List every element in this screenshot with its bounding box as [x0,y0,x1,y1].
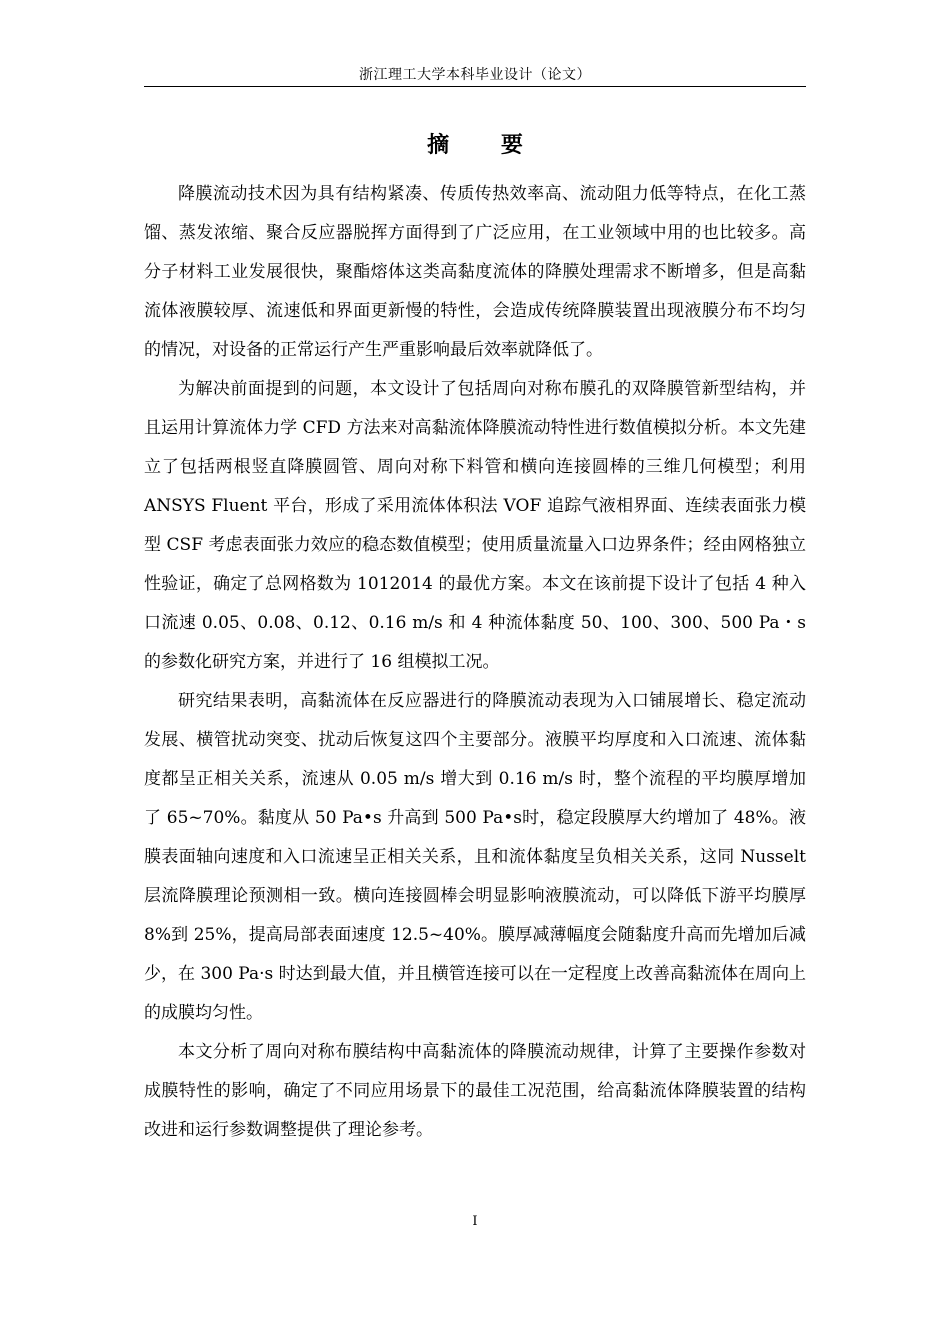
abstract-paragraph-2: 为解决前面提到的问题，本文设计了包括周向对称布膜孔的双降膜管新型结构，并且运用计算流体力学 CFD 方法来对高黏流体降膜流动特性进行数值模拟分析。本文先建立了包括两根竖直降膜圆管、周向对称下料管和横向连接圆棒的三维几何模型；利用 ANSYS Fluent 平台，形成了采用流体体积法 VOF 追踪气液相界面、连续表面张力模型 CSF 考虑表面张力效应的稳态数值模型；使用质量流量入口边界条件；经由网格独立性验证，确定了总网格数为 1012014 的最优方案。本文在该前提下设计了包括 4 种入口流速 0.05、0.08、0.12、0.16 m/s 和 4 种流体黏度 50、100、300、500 Pa・s 的参数化研究方案，并进行了 16 组模拟工况。 [144,379,806,672]
page-number: I [472,1214,478,1229]
abstract-body [144,175,806,1150]
running-header: 浙江理工大学本科毕业设计（论文） [359,67,591,83]
header-divider [144,86,806,87]
abstract-paragraph-1: 降膜流动技术因为具有结构紧凑、传质传热效率高、流动阻力低等特点，在化工蒸馏、蒸发浓缩、聚合反应器脱挥方面得到了广泛应用，在工业领域中用的也比较多。高分子材料工业发展很快，聚酯熔体这类高黏度流体的降膜处理需求不断增多，但是高黏流体液膜较厚、流速低和界面更新慢的特性，会造成传统降膜装置出现液膜分布不均匀的情况，对设备的正常运行产生严重影响最后效率就降低了。 [144,184,806,360]
abstract-paragraph-4: 本文分析了周向对称布膜结构中高黏流体的降膜流动规律，计算了主要操作参数对成膜特性的影响，确定了不同应用场景下的最佳工况范围，给高黏流体降膜装置的结构改进和运行参数调整提供了理论参考。 [144,1042,806,1140]
abstract-title: 摘 要 [427,132,545,158]
abstract-paragraph-3: 研究结果表明，高黏流体在反应器进行的降膜流动表现为入口铺展增长、稳定流动发展、横管扰动突变、扰动后恢复这四个主要部分。液膜平均厚度和入口流速、流体黏度都呈正相关关系，流速从 0.05 m/s 增大到 0.16 m/s 时，整个流程的平均膜厚增加了 65~70%。黏度从 50 Pa•s 升高到 500 Pa•s时，稳定段膜厚大约增加了 48%。液膜表面轴向速度和入口流速呈正相关关系，且和流体黏度呈负相关关系，这同 Nusselt 层流降膜理论预测相一致。横向连接圆棒会明显影响液膜流动，可以降低下游平均膜厚 8%到 25%，提高局部表面速度 12.5~40%。膜厚减薄幅度会随黏度升高而先增加后减少，在 300 Pa·s 时达到最大值，并且横管连接可以在一定程度上改善高黏流体在周向上的成膜均匀性。 [144,691,806,1023]
